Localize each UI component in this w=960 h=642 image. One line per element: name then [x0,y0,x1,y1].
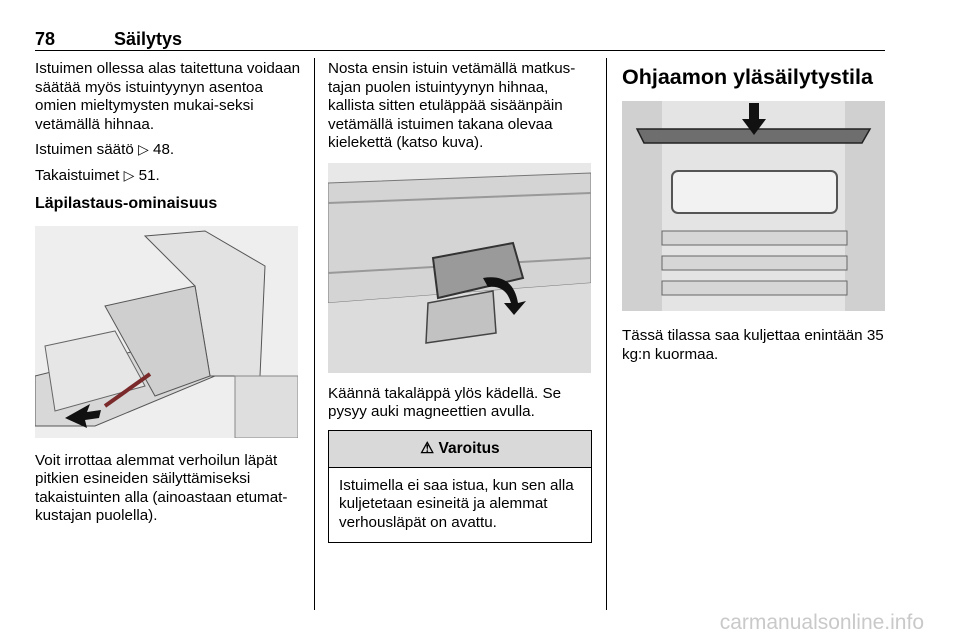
paragraph-load-limit: Tässä tilassa saa kuljettaa enintään 35 kg:n kuormaa. [622,327,884,363]
reference-rear-seats [35,166,303,186]
page-number: 78 [35,29,56,49]
paragraph-seat-cushion: Istuimen ollessa alas taitettuna voidaan säätää myös istuintyynyn asentoa omien mieltymysten mukai-seksi vetämällä hihnaa. [35,60,301,133]
paragraph-lower-flaps: Voit irrottaa alemmat verhoilun läpät pitkien esineiden säilyttämiseksi takaistuinten alla (ainoastaan etumat-kustajan puolella). [35,451,288,524]
overhead-storage-illustration [622,101,885,311]
figure-seat-storage [35,226,298,438]
rear-flap-illustration [328,163,591,373]
reference-page: 48. [153,141,175,158]
warning-title: Varoitus [438,439,500,457]
column-divider [606,58,607,610]
seat-storage-illustration [35,226,298,438]
column-middle [328,60,592,543]
reference-label: Takaistuimet [35,166,120,184]
figure-rear-flap [328,163,591,373]
warning-box [328,430,592,544]
column-left [35,60,303,532]
paragraph-lift-seat: Nosta ensin istuin vetämällä matkus-tajan puolen istuintyynyn hihnaa, kallista sitten etuläppää sisäänpäin vetämällä istuimen takana olevaa kielekettä (katso kuva). [328,60,576,151]
page-header [35,26,885,51]
watermark: carmanualsonline.info [719,611,924,634]
warning-text: Istuimella ei saa istua, kun sen alla kuljetetaan esineitä ja alemmat verhousläpät on avattu. [339,476,574,531]
reference-seat-adjustment [35,140,303,160]
figure-overhead-storage [622,101,885,311]
paragraph-rear-flap: Käännä takaläppä ylös kädellä. Se pysyy auki magneettien avulla. [328,384,562,420]
page-reference-icon: ▷ [138,141,149,157]
reference-label: Istuimen säätö [35,141,134,158]
warning-title-bar [329,431,591,468]
page-reference-icon: ▷ [123,166,135,183]
reference-page: 51. [138,166,160,184]
page-title: Säilytys [114,29,183,49]
column-right [622,60,884,370]
warning-triangle-icon: ⚠ [420,439,435,457]
section-subheading: Läpilastaus-ominaisuus [35,195,218,212]
section-heading: Ohjaamon yläsäilytystila [622,65,873,89]
column-divider [314,58,315,610]
